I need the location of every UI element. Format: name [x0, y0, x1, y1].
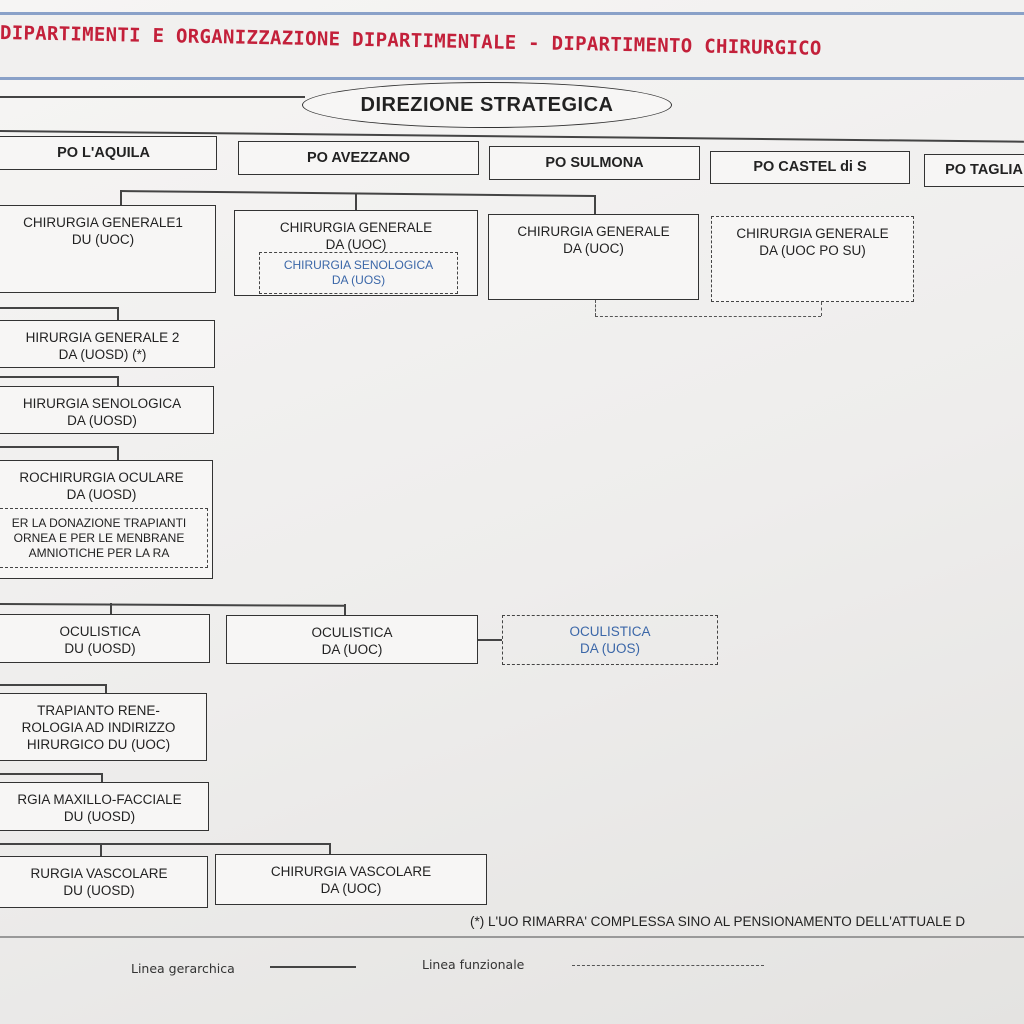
- functional-line: [595, 300, 596, 316]
- unit-line: DA (UOS): [579, 641, 640, 656]
- hierarchy-line: [0, 603, 345, 606]
- hierarchy-line: [110, 603, 112, 614]
- unit-line: HIRURGIA SENOLOGICA: [22, 396, 182, 411]
- hierarchy-line: [0, 96, 305, 98]
- unit-line: TRAPIANTO RENE-: [37, 703, 160, 718]
- hierarchy-line: [329, 843, 331, 854]
- unit-oculistica-du: [0, 614, 210, 663]
- unit-chirurgia-vascolare-da: [215, 854, 487, 905]
- hierarchy-line: [120, 190, 595, 196]
- unit-chirurgia-generale-1: [0, 205, 216, 293]
- hierarchy-line: [117, 307, 119, 320]
- footer-divider: [0, 936, 1024, 938]
- unit-trapianto-rene: [0, 693, 207, 761]
- unit-oculistica-da: [226, 615, 478, 664]
- unit-line: DA (UOC PO SU): [759, 243, 866, 258]
- document-title: DIPARTIMENTI E ORGANIZZAZIONE DIPARTIMENTALE - DIPARTIMENTO CHIRURGICO: [0, 22, 822, 60]
- unit-line: DA (UOC): [320, 881, 382, 896]
- hierarchy-line: [0, 446, 118, 448]
- presidio-laquila: PO L'AQUILA: [0, 136, 217, 170]
- unit-chirurgia-generale-castel: [711, 216, 914, 302]
- unit-line: OCULISTICA: [311, 625, 393, 640]
- unit-line: DU (UOC): [71, 232, 135, 247]
- hierarchy-line: [101, 773, 103, 782]
- unit-line: CHIRURGIA SENOLOGICA: [283, 258, 434, 272]
- unit-chirurgia-generale-sulmona: [488, 214, 699, 300]
- legend-funzionale-label: Linea funzionale: [422, 957, 525, 972]
- hierarchy-line: [120, 190, 122, 206]
- functional-line: [821, 302, 822, 316]
- unit-line: CHIRURGIA GENERALE1: [23, 215, 183, 230]
- unit-chirurgia-generale-2: [0, 320, 215, 368]
- unit-line: DA (UOSD) (*): [58, 347, 147, 362]
- hierarchy-line: [0, 684, 106, 686]
- direzione-strategica-node: DIREZIONE STRATEGICA: [302, 82, 672, 128]
- unit-line: AMNIOTICHE PER LA RA: [28, 545, 170, 560]
- unit-line: DA (UOC): [321, 642, 383, 657]
- unit-line: DA (UOS): [331, 273, 386, 287]
- hierarchy-line: [594, 195, 596, 215]
- unit-line: ORNEA E PER LE MENBRANE: [13, 530, 185, 545]
- unit-line: DU (UOSD): [63, 883, 135, 898]
- presidio-sulmona: PO SULMONA: [489, 146, 700, 180]
- unit-line: HIRURGICO DU (UOC): [26, 737, 171, 752]
- unit-line: CHIRURGIA GENERALE: [279, 220, 433, 235]
- unit-line: CHIRURGIA VASCOLARE: [270, 864, 432, 879]
- unit-line: CHIRURGIA GENERALE: [517, 224, 670, 239]
- unit-line: HIRURGIA GENERALE 2: [25, 330, 180, 345]
- unit-line: DA (UOC): [563, 241, 624, 256]
- legend-solid-line: [270, 966, 356, 968]
- hierarchy-line: [0, 843, 330, 845]
- unit-line: OCULISTICA: [569, 624, 651, 639]
- unit-maxillo-facciale: [0, 782, 209, 831]
- presidio-castel-di-sangro: PO CASTEL di S: [710, 151, 910, 184]
- hierarchy-line: [105, 684, 107, 693]
- unit-line: ER LA DONAZIONE TRAPIANTI: [11, 515, 187, 530]
- unit-chirurgia-senologica: [0, 386, 214, 434]
- unit-line: DA (UOC): [325, 237, 387, 252]
- unit-line: OCULISTICA: [59, 624, 141, 639]
- unit-oculistica-uos: [502, 615, 718, 665]
- unit-line: DU (UOSD): [64, 641, 136, 656]
- hierarchy-line: [0, 307, 118, 309]
- footnote: (*) L'UO RIMARRA' COMPLESSA SINO AL PENSIONAMENTO DELL'ATTUALE D: [470, 914, 966, 929]
- presidio-tagliacozzo: PO TAGLIA: [924, 154, 1024, 187]
- unit-chirurgia-senologica-avezzano: [259, 252, 458, 294]
- hierarchy-line: [0, 376, 118, 378]
- unit-chirurgia-vascolare-du: [0, 856, 208, 908]
- unit-line: DA (UOSD): [67, 413, 137, 428]
- hierarchy-line: [344, 604, 346, 615]
- unit-line: DA (UOSD): [66, 487, 137, 502]
- presidio-avezzano: PO AVEZZANO: [238, 141, 479, 175]
- legend-dashed-line: [572, 965, 764, 966]
- hierarchy-line: [100, 843, 102, 856]
- legend-gerarchica-label: Linea gerarchica: [131, 961, 235, 976]
- unit-line: ROCHIRURGIA OCULARE: [19, 470, 184, 485]
- hierarchy-line: [117, 376, 119, 386]
- hierarchy-line: [0, 773, 102, 775]
- hierarchy-line: [355, 193, 357, 211]
- functional-line: [595, 316, 821, 317]
- hierarchy-line: [478, 639, 502, 641]
- unit-line: CHIRURGIA GENERALE: [736, 226, 889, 241]
- unit-banca-cornea: [0, 508, 208, 568]
- hierarchy-line: [117, 446, 119, 460]
- unit-line: RURGIA VASCOLARE: [30, 866, 168, 881]
- unit-line: DU (UOSD): [63, 809, 136, 824]
- unit-line: ROLOGIA AD INDIRIZZO: [21, 720, 176, 735]
- unit-line: RGIA MAXILLO-FACCIALE: [17, 792, 182, 807]
